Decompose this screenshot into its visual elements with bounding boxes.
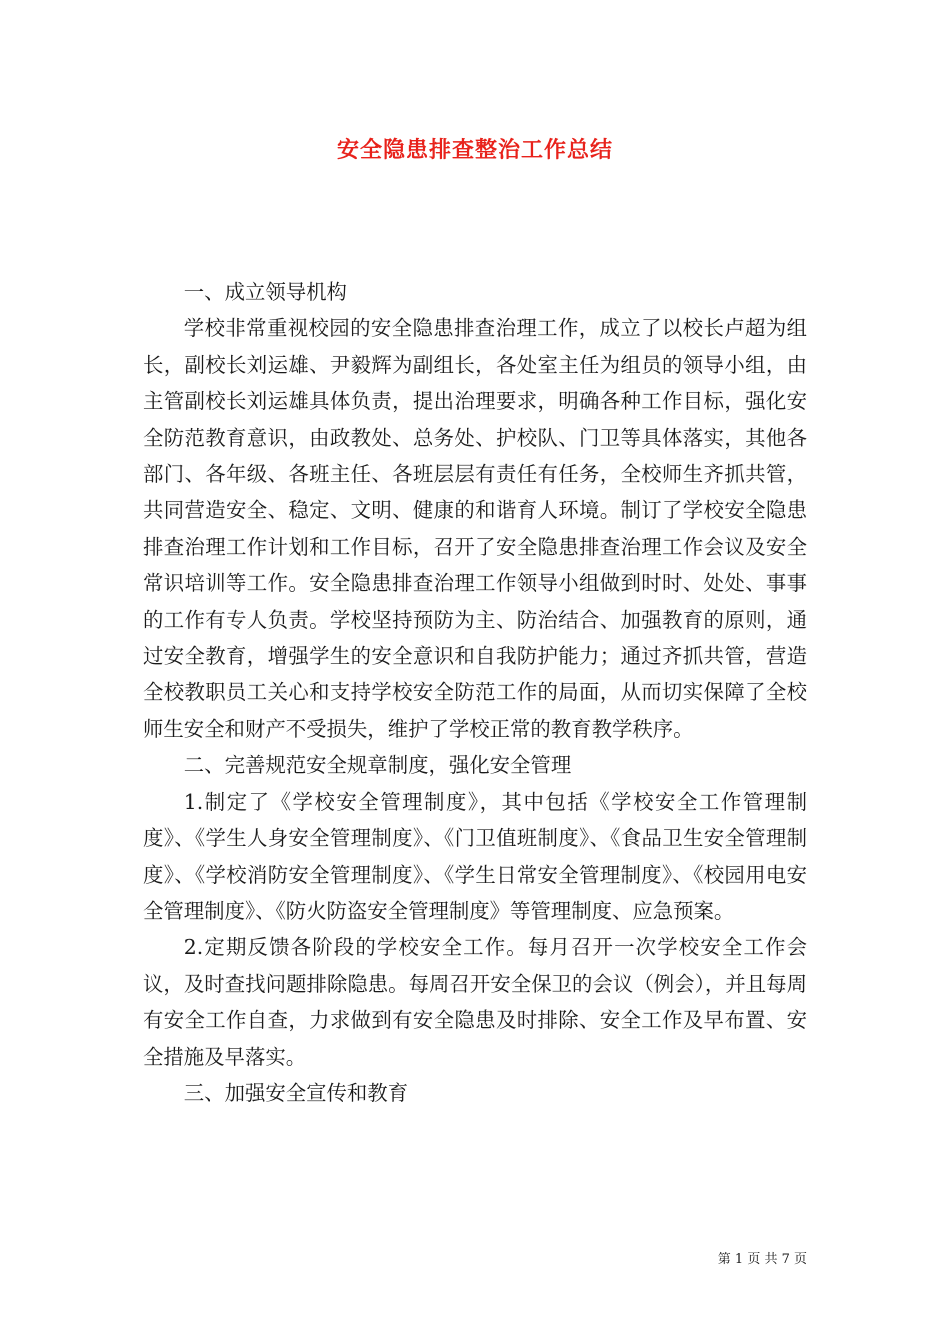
document-body xyxy=(143,274,807,1111)
section-heading-2: 二、完善规范安全规章制度，强化安全管理 xyxy=(183,753,572,778)
section-heading-3: 三、加强安全宣传和教育 xyxy=(183,1080,409,1105)
section-1-paragraph-1: 学校非常重视校园的安全隐患排查治理工作，成立了以校长卢超为组长，副校长刘运雄、尹毅辉为副组长，各处室主任为组员的领导小组，由主管副校长刘运雄具体负责，提出治理要求，明确各种工作目标，强化安全防范教育意识，由政教处、总务处、护校队、门卫等具体落实，其他各部门、各年级、各班主任、各班层层有责任有任务，全校师生齐抓共管，共同营造安全、稳定、文明、健康的和谐育人环境。制订了学校安全隐患排查治理工作计划和工作目标，召开了安全隐患排查治理工作会议及安全常识培训等工作。安全隐患排查治理工作领导小组做到时时、处处、事事的工作有专人负责。学校坚持预防为主、防治结合、加强教育的原则，通过安全教育，增强学生的安全意识和自我防护能力；通过齐抓共管，营造全校教职员工关心和支持学校安全防范工作的局面，从而切实保障了全校师生安全和财产不受损失，维护了学校正常的教育教学秩序。 xyxy=(143,316,807,741)
section-2-paragraph-1: 1.制定了《学校安全管理制度》，其中包括《学校安全工作管理制度》、《学生人身安全管理制度》、《门卫值班制度》、《食品卫生安全管理制度》、《学校消防安全管理制度》、《学生日常安全管理制度》、《校园用电安全管理制度》、《防火防盗安全管理制度》等管理制度、应急预案。 xyxy=(143,789,807,923)
section-heading-1: 一、成立领导机构 xyxy=(183,280,347,304)
document-title: 安全隐患排查整治工作总结 xyxy=(336,137,613,163)
page-number-footer: 第 1 页 共 7 页 xyxy=(717,1252,807,1267)
section-2-paragraph-2: 2.定期反馈各阶段的学校安全工作。每月召开一次学校安全工作会议，及时查找问题排除隐患。每周召开安全保卫的会议（例会），并且每周有安全工作自查，力求做到有安全隐患及时排除、安全工作及早布置、安全措施及早落实。 xyxy=(143,935,807,1069)
